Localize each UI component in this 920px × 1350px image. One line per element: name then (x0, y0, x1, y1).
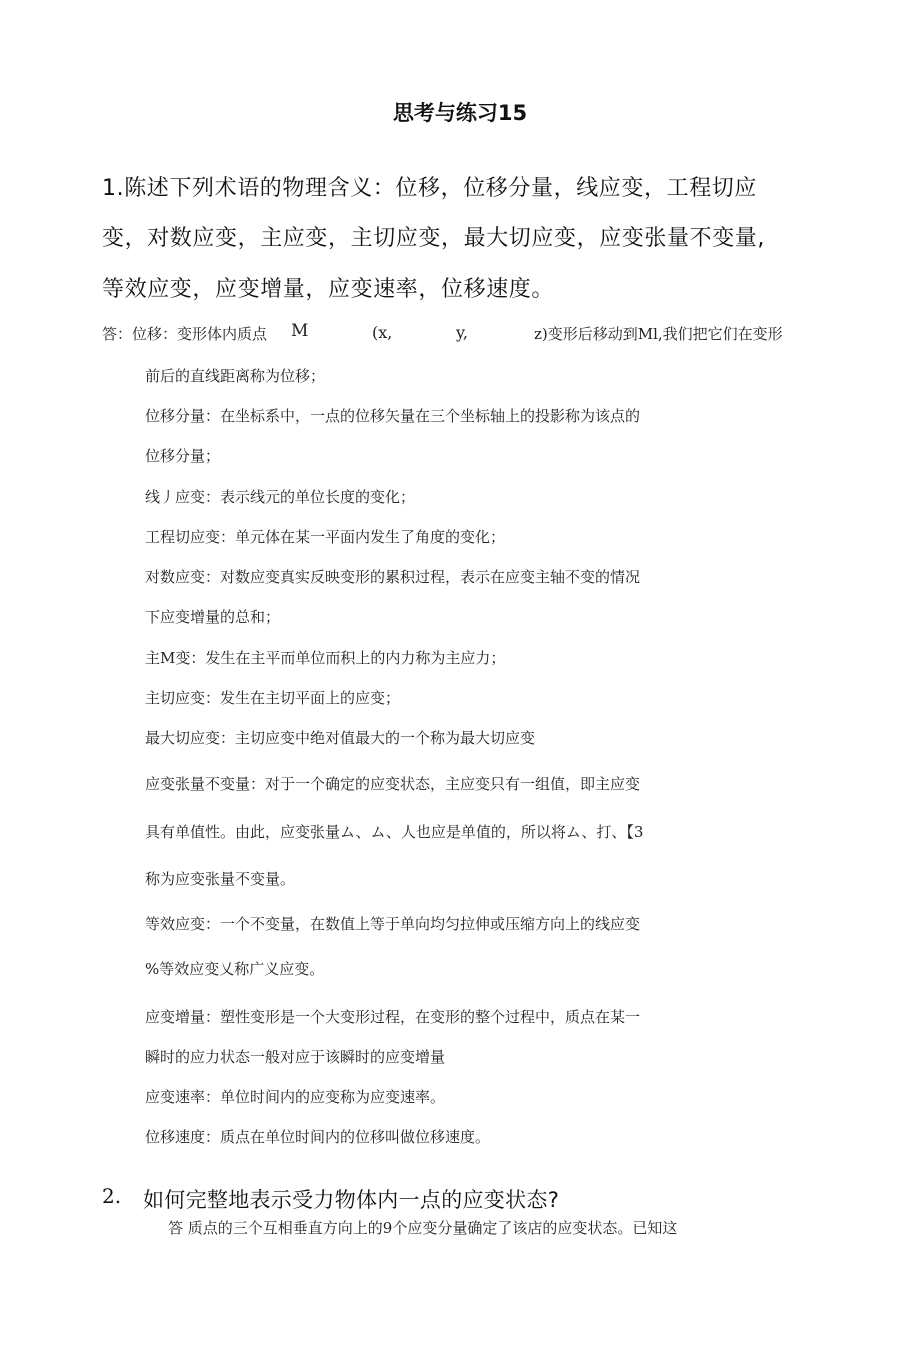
answer-line: 工程切应变：单元体在某一平面内发生了角度的变化； (145, 528, 506, 546)
answer-line: 前后的直线距离称为位移； (145, 367, 326, 385)
answer-line: 应变增量：塑性变形是一个大变形过程，在变形的整个过程中，质点在某一 (145, 1008, 641, 1026)
answer-line: 下应变增量的总和； (145, 608, 281, 626)
answer-line: 最大切应变：主切应变中绝对值最大的一个称为最大切应变 (145, 729, 536, 747)
question-1-line-3: 等效应变，应变增量，应变速率，位移速度。 (102, 277, 555, 302)
answer-line: 应变速率：单位时间内的应变称为应变速率。 (145, 1088, 446, 1106)
answer-1-label: 答：位移：变形体内质点 (102, 325, 268, 343)
answer-line: 位移分量：在坐标系中，一点的位移矢量在三个坐标轴上的投影称为该点的 (145, 407, 641, 425)
answer-line: %等效应变乂称广义应变。 (145, 960, 325, 978)
answer-line: 位移速度：质点在单位时间内的位移叫做位移速度。 (145, 1128, 491, 1146)
question-1-line-1: 1.陈述下列术语的物理含义：位移，位移分量，线应变，工程切应 (102, 176, 757, 201)
answer-line: 瞬时的应力状态一般对应于该瞬时的应变增量 (145, 1048, 446, 1066)
answer-line: 线丿应变：表示线元的单位长度的变化； (145, 488, 416, 506)
answer-1-symbol-x: (x, (372, 323, 393, 342)
answer-line: 位移分量； (145, 447, 221, 465)
answer-line: 等效应变：一个不变量，在数值上等于单向均匀拉伸或压缩方向上的线应变 (145, 915, 641, 933)
answer-line: 具有单值性。由此，应变张量ム、ム、人也应是单值的，所以将ム、打、【3 (145, 823, 644, 841)
answer-2-line: 答 质点的三个互相垂直方向上的9个应变分量确定了该店的应变状态。已知这 (168, 1219, 678, 1237)
page-title: 思考与练习15 (392, 101, 528, 125)
question-1-line-2: 变，对数应变，主应变，主切应变，最大切应变，应变张量不变量, (102, 226, 765, 251)
answer-1-first-line-rest: z)变形后移动到Ml,我们把它们在变形 (534, 325, 783, 343)
question-2-text: 如何完整地表示受力物体内一点的应变状态? (143, 1188, 560, 1212)
answer-line: 主切应变：发生在主切平面上的应变； (145, 689, 401, 707)
answer-1-symbol-m: M (291, 321, 309, 341)
answer-line: 对数应变：对数应变真实反映变形的累积过程，表示在应变主轴不变的情况 (145, 568, 641, 586)
answer-1-symbol-y: y, (456, 323, 468, 342)
question-2-number: 2. (102, 1184, 122, 1208)
answer-line: 主M变：发生在主平而单位而积上的内力称为主应力； (145, 649, 506, 667)
answer-line: 称为应变张量不变量。 (145, 870, 296, 888)
answer-line: 应变张量不变量：对于一个确定的应变状态，主应变只有一组值，即主应变 (145, 775, 641, 793)
